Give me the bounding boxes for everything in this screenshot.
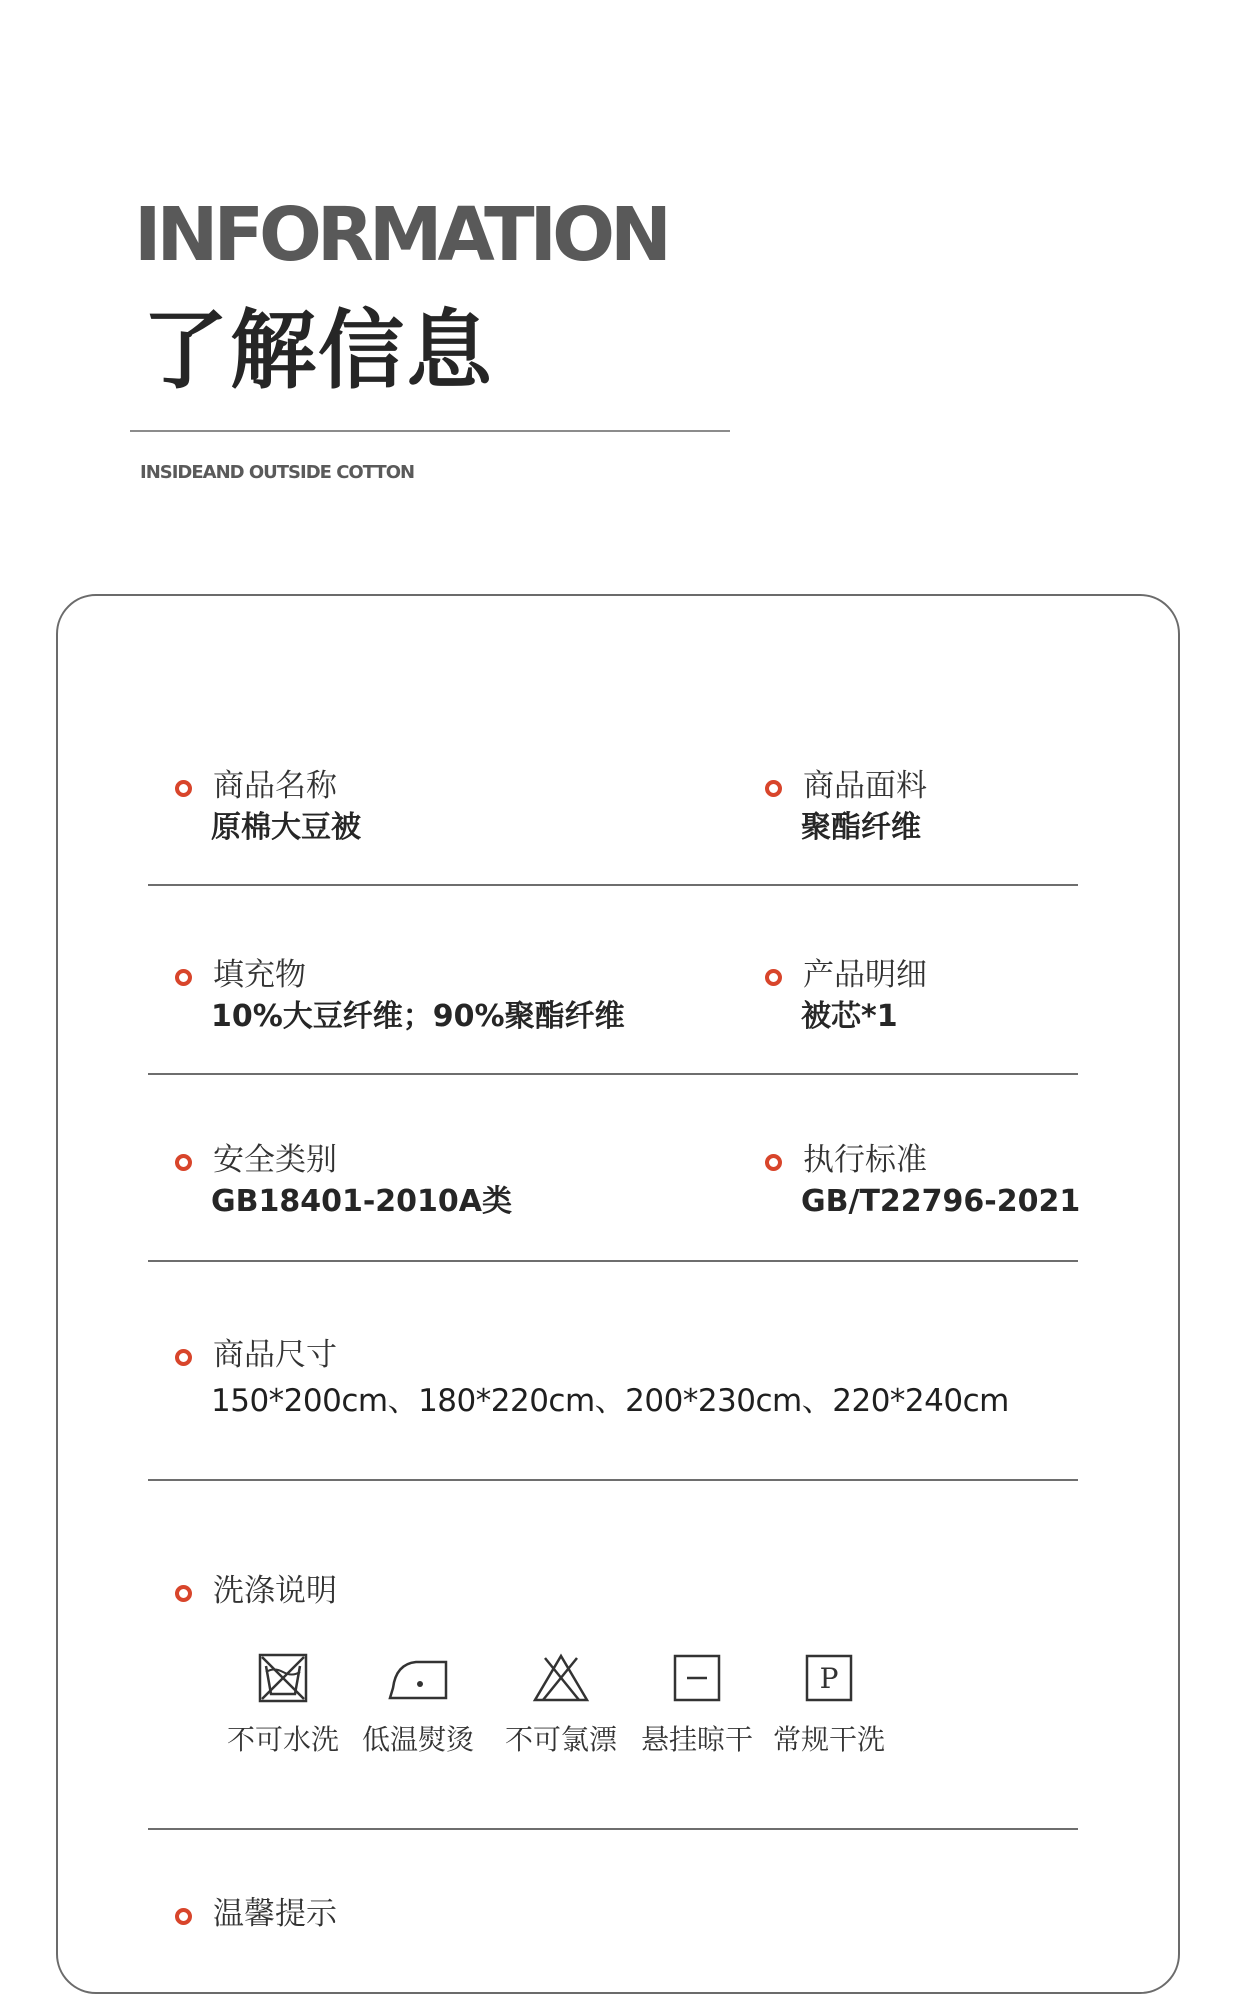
- wash-label: 不可氯漂: [504, 1723, 617, 1756]
- bullet-dot: [175, 1154, 192, 1171]
- row-divider: [148, 1479, 1078, 1481]
- title-english: INFORMATION: [134, 192, 667, 278]
- header-divider: [130, 430, 730, 432]
- bullet-dot: [765, 1154, 782, 1171]
- row-divider: [148, 1828, 1078, 1830]
- title-chinese: 了解信息: [142, 301, 494, 401]
- wash-item-no-bleach: [496, 1652, 626, 1758]
- no-water-wash-icon: [257, 1652, 309, 1704]
- wash-item-low-temp-iron: [353, 1652, 483, 1758]
- wash-label: 常规干洗: [772, 1723, 885, 1756]
- field-value: GB18401-2010A类: [211, 1184, 513, 1219]
- no-bleach-icon: [531, 1652, 591, 1704]
- field-value: 150*200cm、180*220cm、200*230cm、220*240cm: [211, 1383, 1009, 1419]
- field-label: 执行标准: [803, 1142, 927, 1178]
- dry-clean-icon: [803, 1652, 855, 1704]
- hang-dry-icon: [671, 1652, 723, 1704]
- bullet-dot: [765, 780, 782, 797]
- header-subtitle: INSIDEAND OUTSIDE COTTON: [140, 462, 415, 483]
- field-label: 温馨提示: [213, 1896, 337, 1932]
- wash-label: 悬挂晾干: [640, 1723, 753, 1756]
- bullet-dot: [175, 780, 192, 797]
- field-label: 商品名称: [213, 768, 337, 804]
- wash-item-dry-clean: [764, 1652, 894, 1758]
- bullet-dot: [175, 1349, 192, 1366]
- bullet-dot: [175, 1585, 192, 1602]
- wash-label: 不可水洗: [226, 1723, 339, 1756]
- field-label: 填充物: [213, 957, 306, 993]
- dry-clean-symbol: P: [819, 1662, 839, 1695]
- field-value: GB/T22796-2021: [801, 1184, 1081, 1219]
- field-value: 被芯*1: [801, 999, 898, 1034]
- wash-label: 低温熨烫: [361, 1723, 474, 1756]
- low-temp-iron-icon: [386, 1652, 450, 1704]
- wash-item-hang-dry: [632, 1652, 762, 1758]
- field-label: 商品尺寸: [213, 1337, 337, 1373]
- row-divider: [148, 1073, 1078, 1075]
- field-label: 安全类别: [213, 1142, 337, 1178]
- bullet-dot: [175, 969, 192, 986]
- bullet-dot: [765, 969, 782, 986]
- bullet-dot: [175, 1908, 192, 1925]
- field-label: 商品面料: [803, 768, 927, 804]
- field-value: 聚酯纤维: [801, 810, 921, 845]
- field-value: 10%大豆纤维；90%聚酯纤维: [211, 999, 625, 1034]
- field-label: 洗涤说明: [213, 1573, 337, 1609]
- field-label: 产品明细: [803, 957, 927, 993]
- row-divider: [148, 1260, 1078, 1262]
- field-value: 原棉大豆被: [211, 810, 361, 845]
- wash-item-no-water: [218, 1652, 348, 1758]
- row-divider: [148, 884, 1078, 886]
